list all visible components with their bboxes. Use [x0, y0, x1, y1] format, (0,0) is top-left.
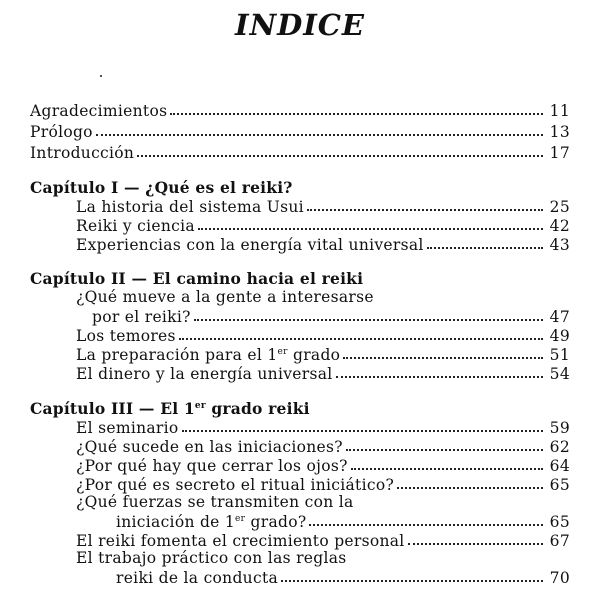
ordinal-superscript: er — [194, 400, 206, 411]
chapter-heading: Capítulo II — El camino hacia el reiki — [30, 269, 364, 288]
dot-leader — [307, 209, 543, 211]
toc-entry — [30, 142, 570, 162]
dot-leader — [96, 134, 543, 136]
dot-leader — [343, 357, 543, 359]
toc-entry — [116, 511, 570, 531]
label-text: La preparación para el 1 — [76, 346, 278, 364]
entry-label — [116, 513, 306, 531]
toc-entry — [76, 417, 570, 437]
entry-page: 65 — [549, 513, 570, 531]
toc-entry — [76, 530, 570, 550]
entry-label: ¿Qué sucede en las iniciaciones? — [76, 438, 343, 456]
toc-entry — [76, 363, 570, 383]
entry-label: Prólogo — [30, 123, 93, 141]
chapter-heading: Capítulo I — ¿Qué es el reiki? — [30, 178, 293, 197]
entry-label: La historia del sistema Usui — [76, 198, 304, 216]
entry-page: 47 — [549, 308, 570, 326]
toc-entry — [76, 325, 570, 345]
entry-page: 25 — [549, 198, 570, 216]
heading-text: grado reiki — [205, 399, 310, 418]
dot-leader — [351, 468, 543, 470]
entry-page: 54 — [549, 365, 570, 383]
toc-entry — [92, 306, 570, 326]
toc-entry — [30, 100, 570, 120]
toc-entry — [76, 474, 570, 494]
entry-page: 51 — [549, 346, 570, 364]
entry-page: 49 — [549, 327, 570, 345]
entry-label: Introducción — [30, 144, 135, 162]
scan-speck — [100, 75, 102, 77]
dot-leader — [397, 487, 543, 489]
entry-page: 42 — [549, 217, 570, 235]
dot-leader — [309, 524, 543, 526]
chapter-heading — [30, 399, 310, 419]
entry-page: 13 — [549, 123, 570, 141]
toc-entry — [76, 344, 570, 364]
entry-label — [76, 346, 340, 364]
entry-page: 64 — [549, 457, 570, 475]
toc-entry — [30, 121, 570, 141]
dot-leader — [346, 449, 543, 451]
dot-leader — [194, 319, 543, 321]
entry-page: 70 — [549, 569, 570, 587]
dot-leader — [137, 155, 543, 157]
entry-page: 17 — [549, 144, 570, 162]
toc-entry — [76, 436, 570, 456]
heading-text: Capítulo III — El 1 — [30, 399, 195, 418]
label-text: grado? — [245, 513, 307, 531]
label-text: iniciación de 1 — [116, 513, 236, 531]
dot-leader — [179, 338, 543, 340]
entry-label: ¿Por qué hay que cerrar los ojos? — [76, 457, 348, 475]
entry-label: por el reiki? — [92, 308, 191, 326]
entry-page: 67 — [549, 532, 570, 550]
toc-entry — [76, 215, 570, 235]
entry-page: 43 — [549, 236, 570, 254]
entry-label: El seminario — [76, 419, 179, 437]
entry-label-line1: ¿Qué mueve a la gente a interesarse — [76, 288, 374, 306]
label-text: grado — [287, 346, 341, 364]
dot-leader — [408, 543, 543, 545]
toc-entry — [76, 234, 570, 254]
toc-entry — [76, 196, 570, 216]
entry-label: Reiki y ciencia — [76, 217, 195, 235]
toc-entry — [116, 567, 570, 587]
entry-label: Agradecimientos — [30, 102, 168, 120]
entry-label: El dinero y la energía universal — [76, 365, 333, 383]
entry-label: reiki de la conducta — [116, 569, 279, 587]
entry-page: 59 — [549, 419, 570, 437]
ordinal-superscript: er — [235, 513, 246, 524]
dot-leader — [170, 113, 543, 115]
entry-label: ¿Por qué es secreto el ritual iniciático? — [76, 476, 395, 494]
ordinal-superscript: er — [277, 346, 288, 357]
dot-leader — [198, 228, 543, 230]
page-title: INDICE — [235, 8, 365, 42]
entry-page: 65 — [549, 476, 570, 494]
entry-page: 62 — [549, 438, 570, 456]
dot-leader — [182, 430, 543, 432]
dot-leader — [427, 247, 543, 249]
toc-entry — [76, 455, 570, 475]
entry-label: Experiencias con la energía vital universal — [76, 236, 424, 254]
dot-leader — [336, 376, 543, 378]
entry-label-line1: ¿Qué fuerzas se transmiten con la — [76, 493, 354, 511]
entry-label: Los temores — [76, 327, 176, 345]
dot-leader — [281, 580, 543, 582]
entry-label: El reiki fomenta el crecimiento personal — [76, 532, 405, 550]
entry-page: 11 — [549, 102, 570, 120]
entry-label-line1: El trabajo práctico con las reglas — [76, 549, 347, 567]
